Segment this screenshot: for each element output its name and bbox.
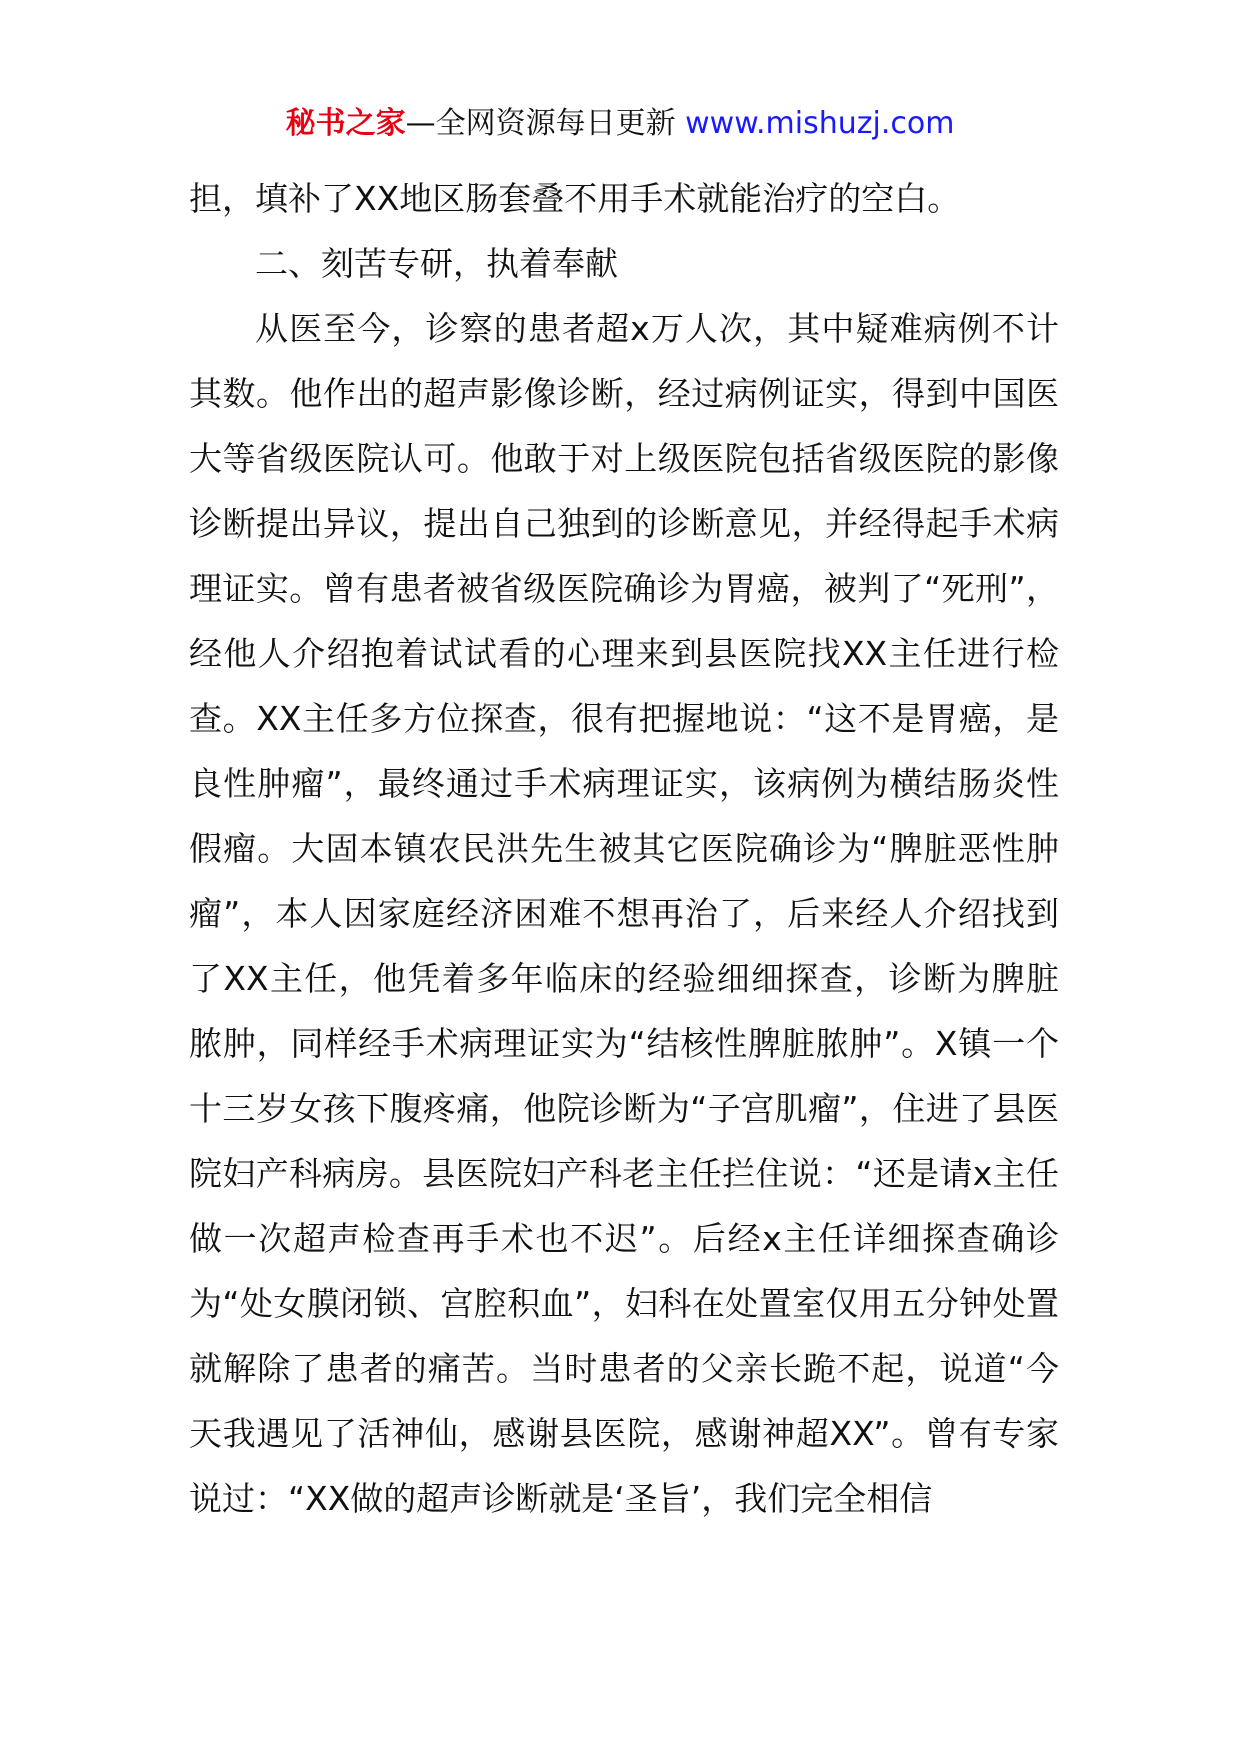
- section-heading: 二、刻苦专研，执着奉献: [255, 244, 618, 283]
- page-header: [0, 104, 1240, 144]
- document-body: [189, 166, 1059, 1531]
- brand-name: 秘书之家: [285, 106, 406, 141]
- body-paragraph: 从医至今，诊察的患者超x万人次，其中疑难病例不计其数。他作出的超声影像诊断，经过病例证实，得到中国医大等省级医院认可。他敢于对上级医院包括省级医院的影像诊断提出异议，提出自己独到的诊断意见，并经得起手术病理证实。曾有患者被省级医院确诊为胃癌，被判了“死刑”，经他人介绍抱着试试看的心理来到县医院找XX主任进行检查。XX主任多方位探查，很有把握地说：“这不是胃癌，是良性肿瘤”，最终通过手术病理证实，该病例为横结肠炎性假瘤。大固本镇农民洪先生被其它医院确诊为“脾脏恶性肿瘤”，本人因家庭经济困难不想再治了，后来经人介绍找到了XX主任，他凭着多年临床的经验细细探查，诊断为脾脏脓肿，同样经手术病理证实为“结核性脾脏脓肿”。X镇一个十三岁女孩下腹疼痛，他院诊断为“子宫肌瘤”，住进了县医院妇产科病房。县医院妇产科老主任拦住说：“还是请x主任做一次超声检查再手术也不迟”。后经x主任详细探查确诊为“处女膜闭锁、宫腔积血”，妇科在处置室仅用五分钟处置就解除了患者的痛苦。当时患者的父亲长跪不起，说道“今天我遇见了活神仙，感谢县医院，感谢神超XX”。曾有专家说过：“XX做的超声诊断就是‘圣旨’，我们完全相信: [189, 309, 1059, 1518]
- header-tagline: —全网资源每日更新: [405, 106, 686, 141]
- website-link[interactable]: www.mishuzj.com: [685, 106, 955, 141]
- continuation-paragraph: 担，填补了XX地区肠套叠不用手术就能治疗的空白。: [189, 179, 961, 218]
